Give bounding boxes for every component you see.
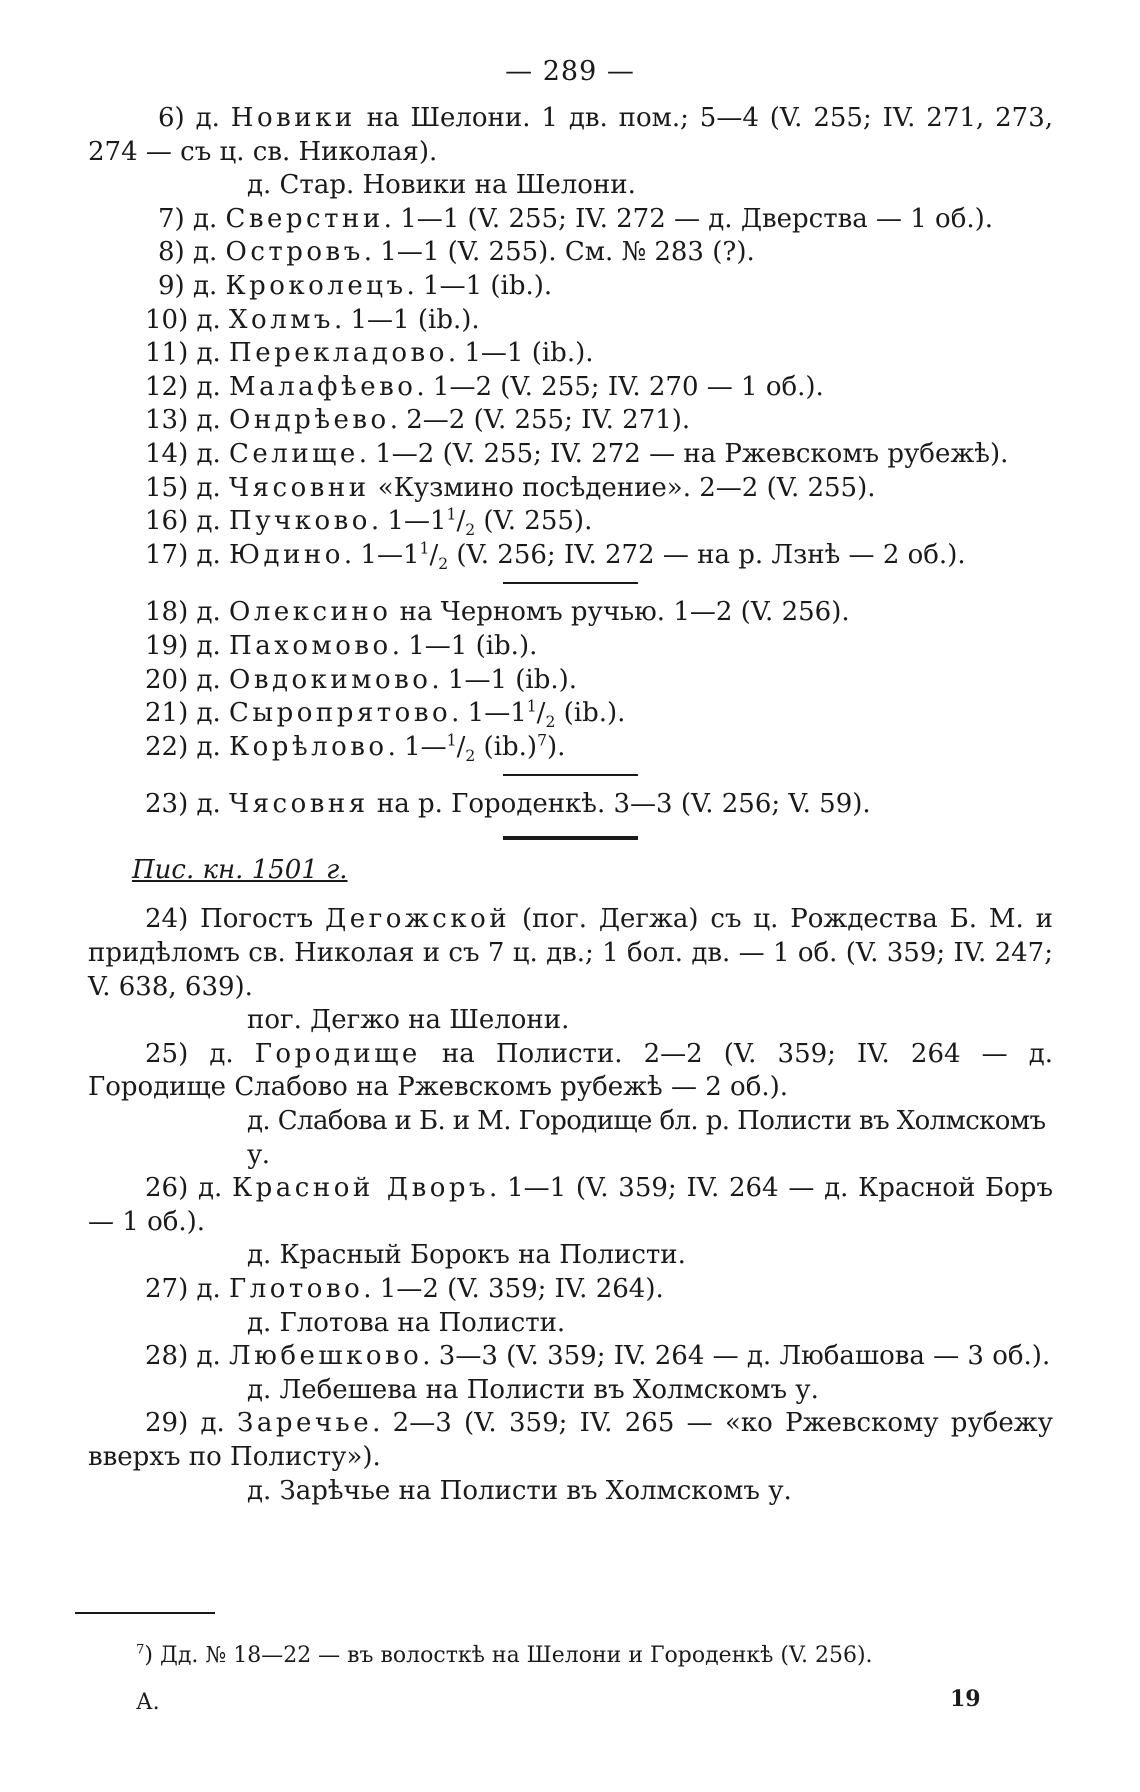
entry-14: 14) д. Селище. 1—2 (V. 255; IV. 272 — на Ржевскомъ рубежѣ). [145, 438, 1009, 469]
village-name: Островъ [225, 237, 364, 268]
entry-20: 20) д. Овдокимово. 1—1 (ib.). [145, 664, 578, 695]
entry-21: 21) д. Сыропрятово. $1—1^1/_2$ (ib.). [145, 697, 626, 732]
village-name: Холмъ [229, 304, 334, 335]
village-name: Городище [254, 1038, 421, 1069]
village-name: Новики [230, 103, 356, 133]
village-name: Сверстни [225, 203, 384, 234]
entry-7: 7) д. Сверстни. 1—1 (V. 255; IV. 272 — д. Дверства — 1 об.). [158, 203, 994, 234]
entry-22: 22) д. Корѣлово. $1—^1/_2$ $(ib.)^7$). [145, 731, 566, 765]
entries-group-c [88, 903, 1053, 1508]
entry-25-modern-location: д. Слабова и Б. и М. Городище бл. р. Полисти въ Холмскомъ у. [247, 1106, 1046, 1170]
village-name: Заречье [237, 1408, 373, 1439]
footnote: $^7$) Дд. № 18—22 — въ волосткѣ на Шелони и Городенкѣ (V. 256). [136, 1642, 873, 1668]
entry-26: 26) д. Красной Дворъ. 1—1 (V. 359; IV. 264 — д. Красной Боръ — 1 об.). [88, 1173, 1053, 1237]
entry-24-modern-location: пог. Дегжо на Шелони. [247, 1005, 570, 1036]
sheet-number: 19 [950, 1686, 981, 1712]
village-name: Чясовни [229, 472, 370, 503]
village-name: Красной Дворъ [232, 1173, 490, 1204]
village-name: Перекладово [229, 338, 448, 369]
section-divider [503, 582, 638, 584]
village-name: Дегожской [325, 904, 511, 935]
village-name: Корѣлово [229, 731, 388, 762]
entry-12: 12) д. Малафѣево. 1—2 (V. 255; IV. 270 — 1 об.). [145, 371, 824, 402]
entry-6-modern-location: д. Стар. Новики на Шелони. [247, 170, 636, 201]
village-name: Чясовня [229, 789, 369, 820]
village-name: Ондрѣево [229, 405, 390, 436]
village-name: Селище [229, 438, 359, 469]
entry-29-modern-location: д. Зарѣчье на Полисти въ Холмскомъ у. [247, 1475, 792, 1506]
entry-28: 28) д. Любешково. 3—3 (V. 359; IV. 264 — д. Любашова — 3 об.). [145, 1341, 1051, 1372]
text-column [88, 102, 1053, 1508]
village-name: Пучково [229, 506, 371, 537]
entry-17: 17) д. Юдино. $1—1^1/_2$ (V. 256; IV. 272 — на р. Лзнѣ — 2 об.). [145, 539, 966, 573]
entry-24: 24) Погостъ Дегожской (пог. Дегжа) съ ц. Рождества Б. М. и придѣломъ св. Николая и съ 7 ц. дв.; 1 бол. дв. — 1 об. (V. 359; IV. 247; V. 638, 639). [88, 904, 1054, 1002]
entry-26-modern-location: д. Красный Борокъ на Полисти. [247, 1240, 686, 1271]
entry-25: 25) д. Городище на Полисти. 2—2 (V. 359; IV. 264 — д. Городище Слабово на Ржевскомъ рубежѣ — 2 об.). [88, 1038, 1054, 1103]
entry-13: 13) д. Ондрѣево. 2—2 (V. 255; IV. 271). [145, 405, 691, 436]
signature-mark: А. [136, 1690, 160, 1715]
village-name: Любешково [229, 1341, 423, 1372]
entries-group-b [88, 596, 1053, 764]
village-name: Глотово [229, 1274, 364, 1304]
entry-8: 8) д. Островъ. 1—1 (V. 255). См. № 283 (?). [158, 237, 755, 268]
entry-18: 18) д. Олексино на Черномъ ручью. 1—2 (V. 256). [145, 597, 850, 628]
village-name: Овдокимово [229, 664, 432, 695]
village-name: Сыропрятово [229, 698, 452, 729]
entry-16: 16) д. Пучково. $1—1^1/_2$ (V. 255). [145, 505, 593, 540]
entry-6: 6) д. Новики на Шелони. 1 дв. пом.; 5—4 (V. 255; IV. 271, 273, 274 — съ ц. св. Николая). [88, 103, 1054, 167]
entry-15: 15) д. Чясовни «Кузмино посѣдение». 2—2 (V. 255). [145, 472, 876, 503]
village-name: Юдино [229, 539, 344, 570]
entries-group-a [88, 102, 1053, 572]
entry-29: 29) д. Заречье. 2—3 (V. 359; IV. 265 — «ко Ржевскому рубежу вверхъ по Полисту»). [88, 1408, 1054, 1472]
village-name: Малафѣево [229, 371, 417, 402]
village-name: Олексино [229, 597, 392, 628]
footnote-mark: 7 [136, 1642, 145, 1658]
village-name: Кроколецъ [225, 270, 407, 301]
entry-19: 19) д. Пахомово. 1—1 (ib.). [145, 630, 538, 661]
entry-11: 11) д. Перекладово. 1—1 (ib.). [145, 338, 594, 369]
entry-9: 9) д. Кроколецъ. 1—1 (ib.). [158, 270, 553, 301]
footnote-divider [75, 1612, 215, 1614]
page-number: — 289 — [505, 56, 635, 87]
village-name: Пахомово [229, 630, 392, 661]
entry-27: 27) д. Глотово. 1—2 (V. 359; IV. 264). [145, 1274, 664, 1304]
entry-28-modern-location: д. Лебешева на Полисти въ Холмскомъ у. [247, 1374, 819, 1405]
section-heading: Пис. кн. 1501 г. [132, 854, 348, 885]
section-divider-thick [503, 836, 638, 840]
entry-10: 10) д. Холмъ. 1—1 (ib.). [145, 304, 480, 335]
footnote-ref: 7 [537, 731, 547, 750]
entry-23: 23) д. Чясовня на р. Городенкѣ. 3—3 (V. 256; V. 59). [145, 789, 871, 820]
entry-27-modern-location: д. Глотова на Полисти. [247, 1307, 566, 1338]
section-divider [503, 774, 638, 776]
